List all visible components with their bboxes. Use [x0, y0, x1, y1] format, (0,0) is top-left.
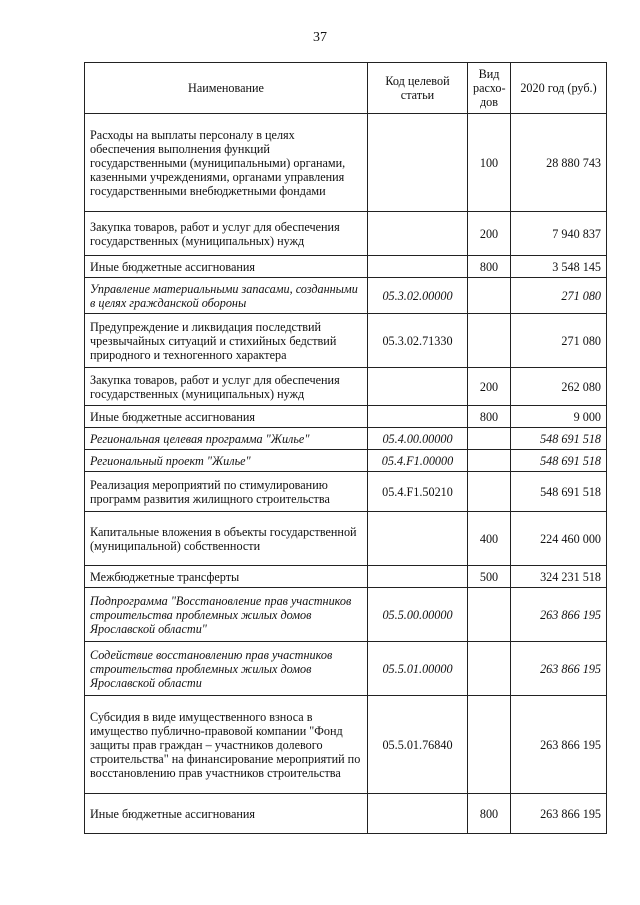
table-row	[85, 588, 607, 642]
table-row	[85, 368, 607, 406]
row-name: Расходы на выплаты персоналу в целях обеспечения выполнения функций государственными (муниципальными) органами, казенными учреждениями, органами управления государственными внебюджетными фондами	[85, 114, 368, 212]
header-amount: 2020 год (руб.)	[511, 63, 607, 114]
table-row	[85, 696, 607, 794]
row-code: 05.4.F1.00000	[368, 450, 468, 472]
page-number: 37	[313, 30, 327, 45]
header-type: Вид расхо-дов	[468, 63, 511, 114]
row-type	[468, 588, 511, 642]
header-name: Наименование	[85, 63, 368, 114]
row-amount: 271 080	[511, 314, 607, 368]
row-amount: 9 000	[511, 406, 607, 428]
row-code	[368, 512, 468, 566]
row-type	[468, 428, 511, 450]
row-code: 05.5.00.00000	[368, 588, 468, 642]
row-type	[468, 450, 511, 472]
table-row	[85, 450, 607, 472]
row-amount: 548 691 518	[511, 450, 607, 472]
row-amount: 224 460 000	[511, 512, 607, 566]
row-type	[468, 642, 511, 696]
row-code: 05.3.02.71330	[368, 314, 468, 368]
row-code	[368, 212, 468, 256]
row-name: Субсидия в виде имущественного взноса в имущество публично-правовой компании "Фонд защиты прав граждан – участников долевого строительства" на финансирование мероприятий по восстановлению прав участников строительства	[85, 696, 368, 794]
table-row	[85, 278, 607, 314]
budget-table	[84, 62, 607, 834]
row-type	[468, 696, 511, 794]
row-amount: 3 548 145	[511, 256, 607, 278]
table-row	[85, 642, 607, 696]
row-code	[368, 256, 468, 278]
row-name: Закупка товаров, работ и услуг для обеспечения государственных (муниципальных) нужд	[85, 212, 368, 256]
row-code	[368, 566, 468, 588]
row-name: Управление материальными запасами, созданными в целях гражданской обороны	[85, 278, 368, 314]
header-code: Код целевой статьи	[368, 63, 468, 114]
row-type: 800	[468, 406, 511, 428]
row-amount: 263 866 195	[511, 696, 607, 794]
row-code	[368, 368, 468, 406]
table-row	[85, 566, 607, 588]
row-amount: 28 880 743	[511, 114, 607, 212]
row-name: Иные бюджетные ассигнования	[85, 406, 368, 428]
row-amount: 262 080	[511, 368, 607, 406]
row-amount: 263 866 195	[511, 642, 607, 696]
row-type: 800	[468, 256, 511, 278]
table-row	[85, 406, 607, 428]
table-row	[85, 512, 607, 566]
row-amount: 271 080	[511, 278, 607, 314]
row-name: Региональная целевая программа "Жилье"	[85, 428, 368, 450]
row-code: 05.4.00.00000	[368, 428, 468, 450]
row-type: 800	[468, 794, 511, 834]
table-row	[85, 256, 607, 278]
row-name: Иные бюджетные ассигнования	[85, 794, 368, 834]
row-type: 500	[468, 566, 511, 588]
row-name: Иные бюджетные ассигнования	[85, 256, 368, 278]
table-row	[85, 314, 607, 368]
row-name: Предупреждение и ликвидация последствий чрезвычайных ситуаций и стихийных бедствий природного и техногенного характера	[85, 314, 368, 368]
row-code: 05.5.01.00000	[368, 642, 468, 696]
row-name: Подпрограмма "Восстановление прав участников строительства проблемных жилых домов Ярославской области"	[85, 588, 368, 642]
row-type: 200	[468, 212, 511, 256]
table-row	[85, 428, 607, 450]
row-code	[368, 114, 468, 212]
row-type: 400	[468, 512, 511, 566]
row-amount: 7 940 837	[511, 212, 607, 256]
table-row	[85, 794, 607, 834]
row-name: Закупка товаров, работ и услуг для обеспечения государственных (муниципальных) нужд	[85, 368, 368, 406]
row-amount: 324 231 518	[511, 566, 607, 588]
row-amount: 548 691 518	[511, 428, 607, 450]
row-amount: 548 691 518	[511, 472, 607, 512]
row-name: Реализация мероприятий по стимулированию программ развития жилищного строительства	[85, 472, 368, 512]
row-type	[468, 278, 511, 314]
row-name: Межбюджетные трансферты	[85, 566, 368, 588]
row-type: 100	[468, 114, 511, 212]
table-header-row	[85, 63, 607, 114]
row-name: Региональный проект "Жилье"	[85, 450, 368, 472]
row-type: 200	[468, 368, 511, 406]
row-code: 05.5.01.76840	[368, 696, 468, 794]
row-name: Содействие восстановлению прав участников строительства проблемных жилых домов Ярославской области	[85, 642, 368, 696]
row-type	[468, 314, 511, 368]
row-type	[468, 472, 511, 512]
table-row	[85, 212, 607, 256]
row-amount: 263 866 195	[511, 794, 607, 834]
row-code	[368, 794, 468, 834]
row-amount: 263 866 195	[511, 588, 607, 642]
table-row	[85, 114, 607, 212]
row-code: 05.4.F1.50210	[368, 472, 468, 512]
row-code	[368, 406, 468, 428]
row-name: Капитальные вложения в объекты государственной (муниципальной) собственности	[85, 512, 368, 566]
row-code: 05.3.02.00000	[368, 278, 468, 314]
table-row	[85, 472, 607, 512]
